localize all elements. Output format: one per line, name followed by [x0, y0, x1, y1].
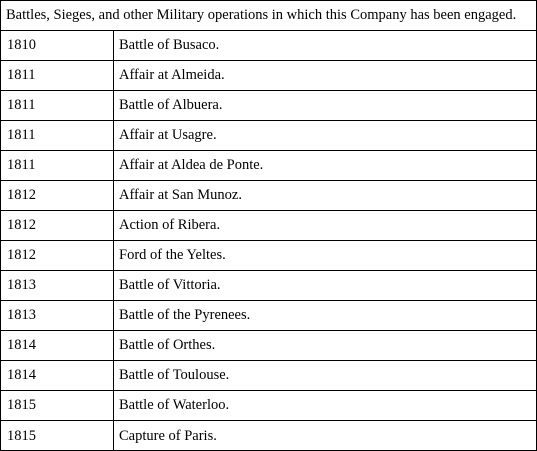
- event-cell: Affair at San Munoz.: [119, 187, 242, 203]
- table-title: Battles, Sieges, and other Military operations in which this Company has been engaged.: [1, 1, 536, 31]
- table-row: [1, 391, 536, 421]
- event-cell: Battle of Orthes.: [119, 337, 216, 353]
- year-cell: 1812: [1, 181, 114, 210]
- table-row: [1, 181, 536, 211]
- year-cell: 1814: [1, 361, 114, 390]
- event-cell: Affair at Usagre.: [119, 127, 217, 143]
- table-row: [1, 331, 536, 361]
- table-row: [1, 211, 536, 241]
- event-cell: Battle of Vittoria.: [119, 277, 221, 293]
- year-cell: 1811: [1, 61, 114, 90]
- event-cell: Affair at Aldea de Ponte.: [119, 157, 264, 173]
- year-cell: 1810: [1, 31, 114, 60]
- table-row: [1, 271, 536, 301]
- table-row: [1, 151, 536, 181]
- year-cell: 1812: [1, 211, 114, 240]
- table-row: [1, 421, 536, 451]
- event-cell: Action of Ribera.: [119, 217, 221, 233]
- event-cell: Ford of the Yeltes.: [119, 247, 226, 263]
- table-row: [1, 121, 536, 151]
- table-row: [1, 91, 536, 121]
- year-cell: 1811: [1, 91, 114, 120]
- event-cell: Battle of Toulouse.: [119, 367, 230, 383]
- year-cell: 1815: [1, 391, 114, 420]
- table-row: [1, 241, 536, 271]
- event-cell: Battle of Busaco.: [119, 37, 220, 53]
- event-cell: Battle of Albuera.: [119, 97, 223, 113]
- table-row: [1, 361, 536, 391]
- event-cell: Battle of the Pyrenees.: [119, 307, 251, 323]
- year-cell: 1813: [1, 271, 114, 300]
- year-cell: 1815: [1, 421, 114, 451]
- table-row: [1, 61, 536, 91]
- year-cell: 1811: [1, 151, 114, 180]
- event-cell: Capture of Paris.: [119, 427, 217, 444]
- year-cell: 1814: [1, 331, 114, 360]
- year-cell: 1811: [1, 121, 114, 150]
- event-cell: Battle of Waterloo.: [119, 397, 230, 413]
- table-row: [1, 301, 536, 331]
- event-cell: Affair at Almeida.: [119, 67, 225, 83]
- table-body: [1, 31, 536, 451]
- table-row: [1, 31, 536, 61]
- year-cell: 1812: [1, 241, 114, 270]
- year-cell: 1813: [1, 301, 114, 330]
